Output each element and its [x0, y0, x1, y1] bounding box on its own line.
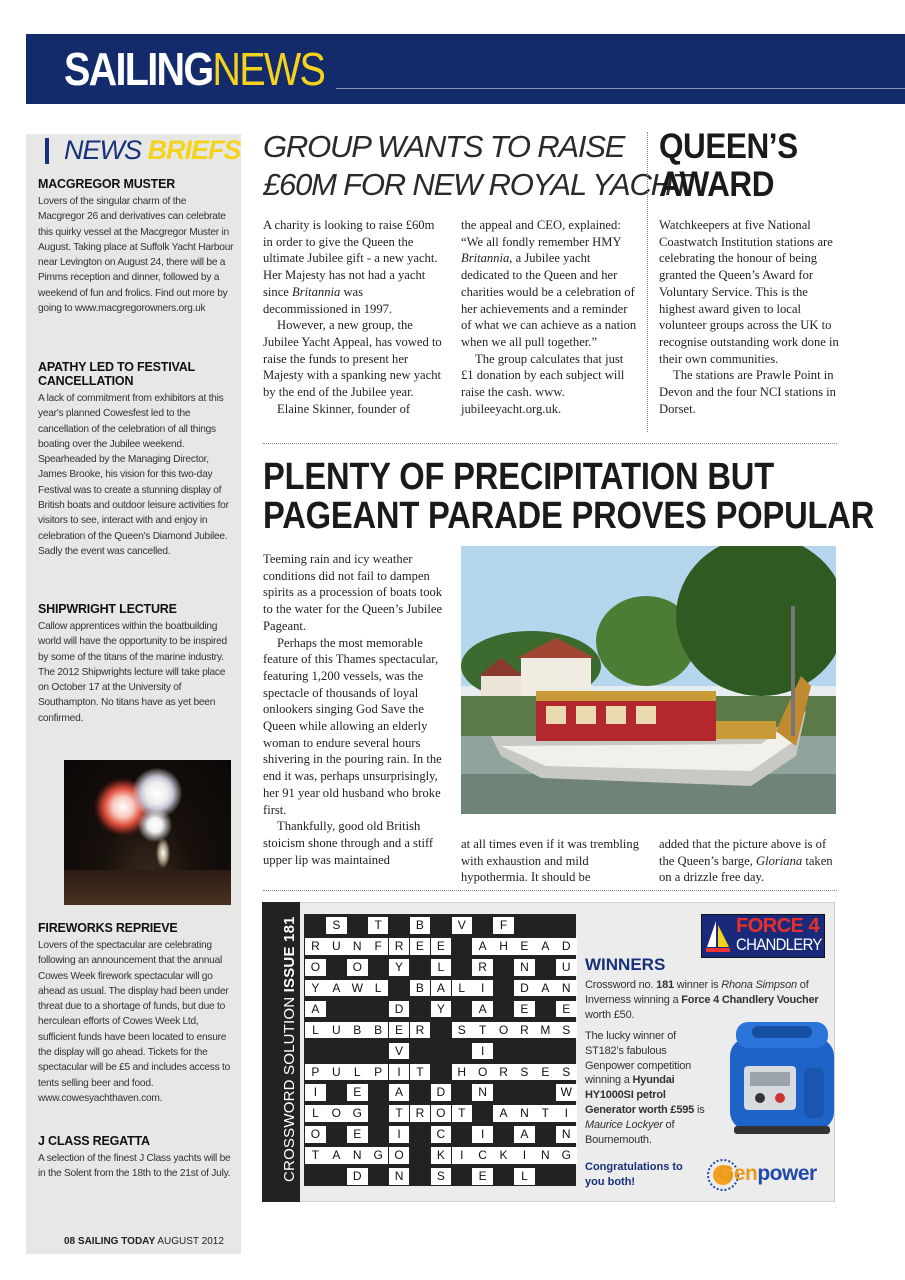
crossword-cell: L: [347, 1064, 368, 1081]
section-divider: [263, 443, 837, 444]
crossword-cell: N: [535, 1147, 556, 1164]
crossword-cell: Y: [389, 959, 410, 976]
brief-heading: J CLASS REGATTA: [38, 1134, 150, 1148]
brief-heading: MACGREGOR MUSTER: [38, 177, 176, 191]
crossword-cell: S: [514, 1064, 535, 1081]
crossword-cell: P: [368, 1064, 389, 1081]
brief-apathy-festival: [38, 360, 234, 559]
royal-barge-photo: [461, 546, 836, 814]
pageant-column-1: Teeming rain and icy weather conditions did not fail to dampen spirits as a procession of boats took to the water for the Queen’s Jubilee Pageant. Perhaps the most memorable feature of this Thames spectacular, featuring 1,200 vessels, was the spectacle of thousands of loyal onlookers singing God Save the Queen while allowing an elderly woman to endure several hours shivering in the pouring rain. In the end it was, perhaps unsurprisingly, her 91 year old husband who broke first. Thankfully, good old British stoicism shone through and a stiff upper lip was maintained: [263, 552, 443, 867]
crossword-cell: N: [556, 1126, 577, 1143]
crossword-cell: D: [347, 1168, 368, 1185]
winners-title: WINNERS: [585, 955, 666, 974]
generator-photo: [722, 1018, 842, 1140]
crossword-cell: R: [410, 1105, 431, 1122]
crossword-cell: R: [389, 938, 410, 955]
crossword-cell: N: [347, 1147, 368, 1164]
crossword-cell: T: [410, 1064, 431, 1081]
sailboat-icon: [704, 917, 732, 957]
section-divider: [263, 890, 837, 891]
brief-j-class-regatta: [38, 1134, 234, 1182]
crossword-cell: V: [389, 1043, 410, 1060]
news-briefs-title: NEWS BRIEFS: [64, 135, 241, 165]
crossword-cell: I: [472, 980, 493, 997]
crossword-cell: D: [431, 1084, 452, 1101]
crossword-cell: A: [472, 938, 493, 955]
crossword-cell: O: [472, 1064, 493, 1081]
yacht-headline: GROUP WANTS TO RAISE £60M FOR NEW ROYAL YACHT: [263, 129, 690, 202]
award-headline: QUEEN’S AWARD: [659, 127, 798, 204]
crossword-cell: R: [472, 959, 493, 976]
crossword-cell: R: [410, 1022, 431, 1039]
crossword-cell: N: [347, 938, 368, 955]
crossword-cell: S: [326, 917, 347, 934]
masthead-bar: [26, 34, 905, 104]
brief-text: A lack of commitment from exhibitors at this year's planned Cowesfest led to the cancellation of the celebration of all things boating over the Jubilee weekend.: [38, 393, 224, 450]
crossword-cell: O: [305, 1126, 326, 1143]
crossword-cell: U: [326, 1022, 347, 1039]
crossword-cell: T: [305, 1147, 326, 1164]
crossword-cell: C: [431, 1126, 452, 1143]
crossword-cell: B: [410, 917, 431, 934]
crossword-cell: N: [514, 1105, 535, 1122]
crossword-cell: O: [347, 959, 368, 976]
crossword-cell: A: [431, 980, 452, 997]
crossword-cell: I: [514, 1147, 535, 1164]
crossword-cell: H: [452, 1064, 473, 1081]
crossword-cell: T: [389, 1105, 410, 1122]
crossword-cell: I: [472, 1126, 493, 1143]
pageant-headline: PLENTY OF PRECIPITATION BUT PAGEANT PARADE PROVES POPULAR: [263, 456, 875, 537]
crossword-cell: N: [514, 959, 535, 976]
crossword-cell: R: [514, 1022, 535, 1039]
crossword-cell: E: [535, 1064, 556, 1081]
crossword-cell: B: [347, 1022, 368, 1039]
brief-text: Lovers of the spectacular are celebrating following an announcement that the annual Cowes Week firework spectacular will go ahead as usual. The display had been under threat due to a shortage of funds, but due to herculean efforts of Cowes Week Ltd, sufficient funds have been located to ensure the display will go ahead. Tickets for the spectacular will be £5 and includes access to tents selling beer and food. www.cowesyachthaven.com.: [38, 940, 231, 1104]
brief-macgregor-muster: [38, 177, 234, 316]
crossword-cell: S: [556, 1022, 577, 1039]
brief-text: Sadly the event was cancelled.: [38, 545, 171, 557]
crossword-cell: S: [556, 1064, 577, 1081]
crossword-cell: L: [514, 1168, 535, 1185]
crossword-cell: G: [347, 1105, 368, 1122]
crossword-cell: Y: [431, 1001, 452, 1018]
crossword-cell: D: [556, 938, 577, 955]
crossword-cell: E: [431, 938, 452, 955]
crossword-cell: B: [410, 980, 431, 997]
pageant-column-3: added that the picture above is of the Queen’s barge, Gloriana taken on a drizzle free day.: [659, 837, 833, 885]
crossword-cell: S: [452, 1022, 473, 1039]
brief-text: Spearheaded by the Managing Director, James Brooke, his vision for this two-day Festival was to create a stunning display of British boats and outdoor leisure activities for visitors to see, interact with and enjoy in celebration of the Queen's Diamond Jubilee.: [38, 454, 229, 542]
brief-fireworks-reprieve: [38, 921, 234, 1106]
winner-1-text: Crossword no. 181 winner is Rhona Simpson of Inverness winning a Force 4 Chandlery Voucher worth £50.: [585, 979, 819, 1021]
crossword-cell: A: [493, 1105, 514, 1122]
crossword-cell: H: [493, 938, 514, 955]
crossword-cell: K: [493, 1147, 514, 1164]
crossword-cell: O: [389, 1147, 410, 1164]
crossword-cell: I: [305, 1084, 326, 1101]
crossword-cell: G: [368, 1147, 389, 1164]
crossword-cell: O: [431, 1105, 452, 1122]
pageant-column-2: at all times even if it was trembling with exhaustion and mild hypothermia. It should be: [461, 837, 640, 885]
crossword-cell: I: [389, 1126, 410, 1143]
crossword-cell: D: [389, 1001, 410, 1018]
crossword-cell: R: [305, 938, 326, 955]
masthead-rule: [336, 88, 905, 89]
winner-2-text: The lucky winner of ST182’s fabulous Genpower competition winning a Hyundai HY1000SI petrol Generator worth £595 is Maurice Lockyer of Bournemouth.: [585, 1030, 705, 1146]
congratulations-text: Congratulations to you both!: [585, 1161, 683, 1188]
crossword-cell: T: [472, 1022, 493, 1039]
force4-logo: FORCE 4 CHANDLERY: [701, 914, 825, 958]
crossword-cell: E: [410, 938, 431, 955]
crossword-cell: O: [326, 1105, 347, 1122]
crossword-cell: B: [368, 1022, 389, 1039]
brief-text: Lovers of the singular charm of the Macgregor 26 and derivatives can celebrate this quirky vessel at the Macgregor Muster in August. Taking place at Suffolk Yacht Harbour near Levington on August 24, there will be a Pimms reception and dinner, followed by a weekend of fun and frolics. Find out more by going to www.macgregorowners.org.uk: [38, 196, 234, 315]
section-title: SAILINGNEWS: [64, 43, 325, 95]
crossword-cell: L: [305, 1022, 326, 1039]
brief-text: The 2012 Shipwrights lecture will take place on October 17 at the University of Southampton. No titans have as yet been confirmed.: [38, 666, 226, 724]
crossword-cell: W: [556, 1084, 577, 1101]
crossword-cell: F: [368, 938, 389, 955]
crossword-cell: A: [326, 980, 347, 997]
brief-text: A selection of the finest J Class yachts will be in the Solent from the 18th to the 21st of July.: [38, 1153, 231, 1180]
crossword-cell: A: [514, 1126, 535, 1143]
news-briefs-marker: [45, 138, 49, 164]
brief-heading: SHIPWRIGHT LECTURE: [38, 602, 177, 616]
crossword-cell: W: [347, 980, 368, 997]
crossword-cell: V: [452, 917, 473, 934]
crossword-cell: A: [389, 1084, 410, 1101]
crossword-cell: T: [452, 1105, 473, 1122]
crossword-cell: F: [493, 917, 514, 934]
crossword-cell: C: [472, 1147, 493, 1164]
yacht-column-2: the appeal and CEO, explained: “We all fondly remember HMY Britannia, a Jubilee yacht dedicated to the Queen and her charities would be a celebration of her achievements and a reminder of what we can achieve as a nation when we all pull together.” The group calculates that just £1 donation by each subject will raise the cash. www. jubileeyacht.org.uk.: [461, 218, 637, 416]
crossword-cell: R: [493, 1064, 514, 1081]
crossword-cell: T: [535, 1105, 556, 1122]
crossword-cell: A: [535, 980, 556, 997]
crossword-cell: E: [514, 938, 535, 955]
crossword-cell: L: [305, 1105, 326, 1122]
fireworks-photo: [64, 760, 231, 905]
crossword-cell: N: [556, 980, 577, 997]
brief-heading: APATHY LED TO FESTIVAL CANCELLATION: [38, 360, 195, 388]
crossword-cell: Y: [305, 980, 326, 997]
sidebar-header-area: [26, 104, 241, 134]
crossword-cell: A: [472, 1001, 493, 1018]
crossword-cell: E: [347, 1126, 368, 1143]
genpower-logo: Genpower: [706, 1158, 831, 1192]
crossword-cell: S: [431, 1168, 452, 1185]
crossword-cell: E: [472, 1168, 493, 1185]
crossword-cell: U: [326, 1064, 347, 1081]
page-footer: 08 SAILING TODAY AUGUST 2012: [64, 1236, 224, 1247]
crossword-cell: T: [368, 917, 389, 934]
crossword-cell: K: [431, 1147, 452, 1164]
crossword-cell: E: [556, 1001, 577, 1018]
crossword-cell: M: [535, 1022, 556, 1039]
crossword-cell: U: [556, 959, 577, 976]
crossword-cell: A: [535, 938, 556, 955]
crossword-cell: E: [389, 1022, 410, 1039]
brief-heading: FIREWORKS REPRIEVE: [38, 921, 178, 935]
brief-text: Callow apprentices within the boatbuilding world will have the opportunity to be inspired by some of the titans of the marine industry.: [38, 621, 227, 663]
crossword-cell: A: [305, 1001, 326, 1018]
crossword-cell: L: [452, 980, 473, 997]
crossword-label: CROSSWORD SOLUTION ISSUE 181: [281, 916, 298, 1182]
crossword-cell: G: [556, 1147, 577, 1164]
crossword-cell: D: [514, 980, 535, 997]
crossword-cell: L: [368, 980, 389, 997]
crossword-cell: E: [514, 1001, 535, 1018]
crossword-cell: N: [472, 1084, 493, 1101]
yacht-column-1: A charity is looking to raise £60m in order to give the Queen the ultimate Jubilee gift - a new yacht. Her Majesty has not had a yacht since Britannia was decommissioned in 1997. However, a new group, the Jubilee Yacht Appeal, has vowed to raise the funds to present her Majesty with a spanking new yacht by the end of the Jubilee year. Elaine Skinner, founder of: [263, 218, 442, 416]
crossword-cell: O: [305, 959, 326, 976]
crossword-cell: A: [326, 1147, 347, 1164]
crossword-cell: P: [305, 1064, 326, 1081]
crossword-cell: I: [472, 1043, 493, 1060]
crossword-cell: L: [431, 959, 452, 976]
crossword-cell: I: [389, 1064, 410, 1081]
crossword-cell: I: [452, 1147, 473, 1164]
crossword-cell: I: [556, 1105, 577, 1122]
award-column: Watchkeepers at five National Coastwatch Institution stations are celebrating the honour of being granted the Queen’s Award for Voluntary Service. This is the highest award given to local volunteer groups across the UK to recognise outstanding work done in their own communities. The stations are Prawle Point in Devon and the four NCI stations in Dorset.: [659, 218, 839, 416]
crossword-grid: [304, 914, 576, 1186]
column-divider: [647, 132, 648, 432]
crossword-cell: O: [493, 1022, 514, 1039]
crossword-cell: N: [389, 1168, 410, 1185]
crossword-cell: E: [347, 1084, 368, 1101]
brief-shipwright-lecture: [38, 602, 234, 726]
crossword-cell: U: [326, 938, 347, 955]
